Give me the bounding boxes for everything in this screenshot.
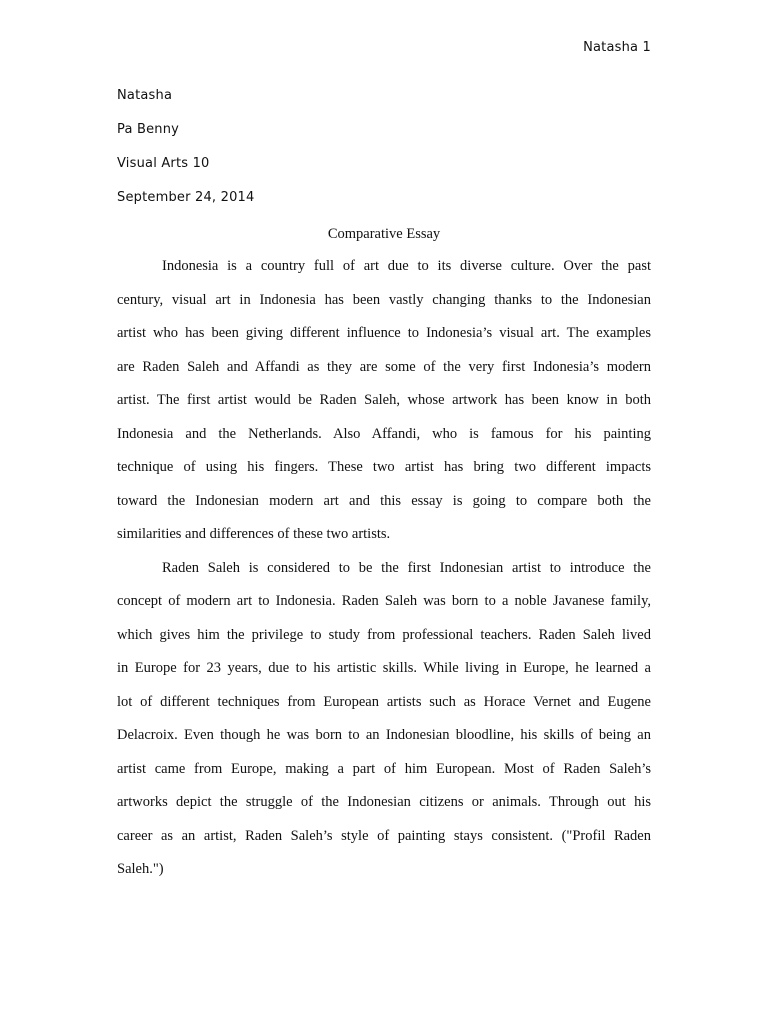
paragraph-line: technique of using his fingers. These two artist has bring two different impacts <box>117 459 651 475</box>
paragraph-2 <box>117 558 651 893</box>
paragraph-line: which gives him the privilege to study from professional teachers. Raden Saleh lived <box>117 626 651 643</box>
course-name: Visual Arts 10 <box>117 156 210 171</box>
paragraph-line: Raden Saleh is considered to be the first Indonesian artist to introduce the <box>162 559 651 576</box>
paragraph-line: career as an artist, Raden Saleh’s style of painting stays consistent. ("Profil Raden <box>117 827 651 844</box>
paragraph-line: toward the Indonesian modern art and this essay is going to compare both the <box>117 492 651 509</box>
paragraph-line: artist. The first artist would be Raden Saleh, whose artwork has been know in both <box>117 392 651 408</box>
teacher-name: Pa Benny <box>117 122 180 137</box>
paragraph-1 <box>117 256 651 558</box>
paragraph-line: lot of different techniques from European artists such as Horace Vernet and Eugene <box>117 693 651 710</box>
paragraph-line: Indonesia is a country full of art due to its diverse culture. Over the past <box>162 258 651 274</box>
paragraph-line: artworks depict the struggle of the Indonesian citizens or animals. Through out his <box>117 794 651 810</box>
running-header: Natasha 1 <box>583 40 651 55</box>
mla-heading <box>117 86 254 222</box>
essay-body <box>117 256 651 893</box>
paragraph-line: century, visual art in Indonesia has been vastly changing thanks to the Indonesian <box>117 291 651 308</box>
paragraph-line: Indonesia and the Netherlands. Also Affandi, who is famous for his painting <box>117 425 651 442</box>
paragraph-line: artist came from Europe, making a part of him European. Most of Raden Saleh’s <box>117 760 651 777</box>
paragraph-line: similarities and differences of these two artists. <box>117 526 391 542</box>
essay-date: September 24, 2014 <box>117 190 255 205</box>
paragraph-line: are Raden Saleh and Affandi as they are some of the very first Indonesia’s modern <box>117 358 651 375</box>
paragraph-line: Saleh.") <box>117 861 164 877</box>
paragraph-line: Delacroix. Even though he was born to an Indonesian bloodline, his skills of being an <box>117 727 651 743</box>
paragraph-line: in Europe for 23 years, due to his artistic skills. While living in Europe, he learned a <box>117 660 651 676</box>
paragraph-line: artist who has been giving different influence to Indonesia’s visual art. The examples <box>117 325 651 341</box>
student-name: Natasha <box>117 88 173 103</box>
essay-title: Comparative Essay <box>327 226 441 242</box>
paragraph-line: concept of modern art to Indonesia. Raden Saleh was born to a noble Javanese family, <box>117 593 651 609</box>
